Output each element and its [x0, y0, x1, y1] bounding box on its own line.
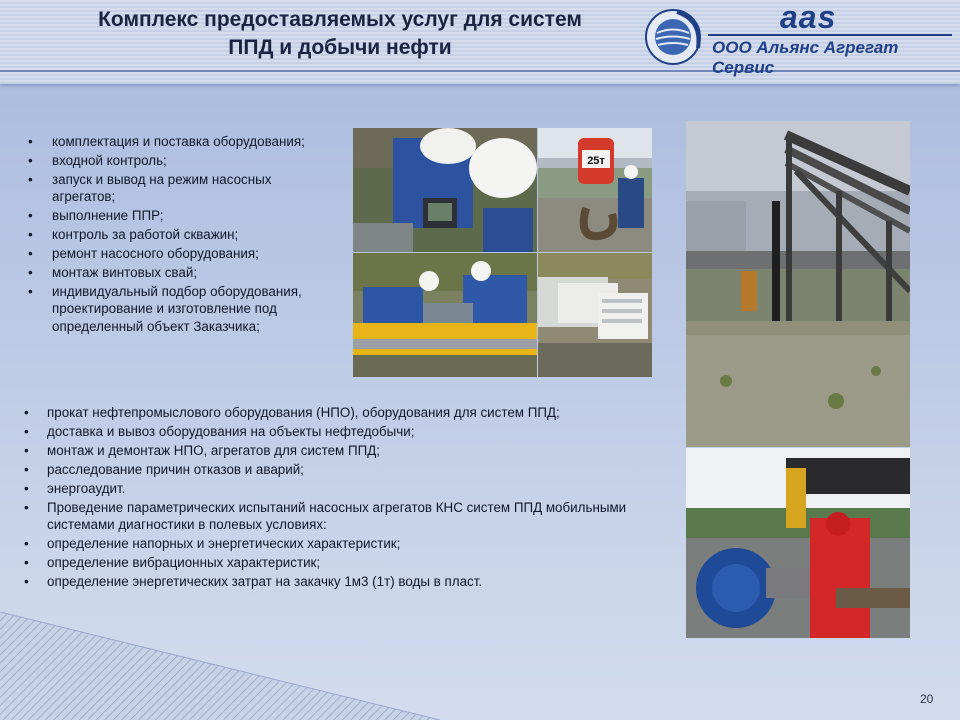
service-item-text: ремонт насосного оборудования; — [52, 245, 259, 261]
service-extra-item-text: расследование причин отказов и аварий; — [47, 461, 304, 477]
title-line-1: Комплекс предоставляемых услуг для систем — [98, 8, 582, 31]
service-item — [28, 245, 328, 262]
service-item — [28, 264, 328, 281]
slide-header — [0, 0, 960, 84]
photo-motor-unit — [538, 253, 652, 377]
service-item — [28, 283, 328, 335]
crane-weight-label: 25т — [587, 155, 605, 167]
service-extra-item-text: монтаж и демонтаж НПО, агрегатов для систем ППД; — [47, 442, 381, 458]
service-extra-item — [24, 404, 664, 421]
service-item-text: монтаж винтовых свай; — [52, 264, 198, 280]
photo-field-testing — [686, 448, 910, 638]
service-extra-item-text: доставка и вывоз оборудования на объекты нефтедобычи; — [47, 423, 415, 439]
bullet-dot-icon: • — [28, 134, 33, 149]
bullet-dot-icon: • — [24, 554, 29, 570]
bullet-dot-icon: • — [28, 208, 33, 224]
bullet-dot-icon: • — [24, 535, 29, 551]
bullet-dot-icon: • — [24, 461, 29, 477]
service-item-text: запуск и вывод на режим насосных агрегатов; — [52, 171, 272, 205]
service-item — [28, 207, 328, 224]
bullet-dot-icon: • — [28, 245, 33, 261]
globe-logo-icon — [644, 8, 702, 66]
service-extra-item-text: определение напорных и энергетических характеристик; — [47, 535, 401, 551]
services-list-secondary — [24, 404, 664, 592]
service-extra-item — [24, 554, 664, 571]
bullet-dot-icon: • — [24, 480, 29, 496]
service-extra-item — [24, 535, 664, 552]
bullet-dot-icon: • — [28, 264, 33, 280]
bullet-dot-icon: • — [24, 405, 29, 420]
service-extra-item-text: определение энергетических затрат на закачку 1м3 (1т) воды в пласт. — [47, 573, 483, 589]
service-item-text: комплектация и поставка оборудования; — [52, 134, 305, 149]
brand-logo-icon — [778, 2, 874, 32]
brand-logo-text: aas — [780, 2, 837, 32]
bullet-dot-icon: • — [24, 442, 29, 458]
service-extra-item-text: прокат нефтепромыслового оборудования (НПО), оборудования для систем ППД; — [47, 405, 560, 420]
company-underline — [708, 34, 952, 36]
bullet-dot-icon: • — [28, 152, 33, 168]
page-number: 20 — [920, 692, 934, 706]
bullet-dot-icon: • — [24, 423, 29, 439]
photo-pump-maintenance — [353, 253, 537, 377]
title-line-2: ППД и добычи нефти — [228, 36, 452, 59]
bullet-dot-icon: • — [24, 573, 29, 589]
bullet-dot-icon: • — [24, 499, 29, 515]
service-extra-item-text: Проведение параметрических испытаний насосных агрегатов КНС систем ППД мобильными системами диагностики в полевых условиях: — [47, 499, 627, 532]
services-list-primary — [28, 133, 328, 336]
photo-crane-hook — [538, 128, 652, 252]
service-extra-item — [24, 499, 664, 534]
service-item-text: входной контроль; — [52, 152, 167, 168]
photo-pipe-rack — [686, 121, 910, 447]
service-item — [28, 152, 328, 169]
service-extra-item — [24, 480, 664, 497]
slide-title — [40, 6, 640, 62]
service-extra-item — [24, 573, 664, 590]
service-extra-item — [24, 461, 664, 478]
service-item — [28, 133, 328, 150]
service-extra-item-text: энергоаудит. — [47, 480, 126, 496]
service-item-text: контроль за работой скважин; — [52, 227, 239, 243]
service-item-text: индивидуальный подбор оборудования, проектирование и изготовление под определенный объект Заказчика; — [52, 283, 302, 334]
photo-worker-with-device — [353, 128, 537, 252]
service-extra-item-text: определение вибрационных характеристик; — [47, 554, 321, 570]
bullet-dot-icon: • — [28, 227, 33, 243]
bullet-dot-icon: • — [28, 283, 33, 299]
service-item-text: выполнение ППР; — [52, 208, 164, 224]
bullet-dot-icon: • — [28, 171, 33, 187]
decorative-hatch-corner — [0, 612, 440, 720]
service-extra-item — [24, 423, 664, 440]
service-extra-item — [24, 442, 664, 459]
service-item — [28, 171, 328, 206]
service-item — [28, 226, 328, 243]
company-name: ООО Альянс Агрегат Сервис — [712, 38, 899, 77]
